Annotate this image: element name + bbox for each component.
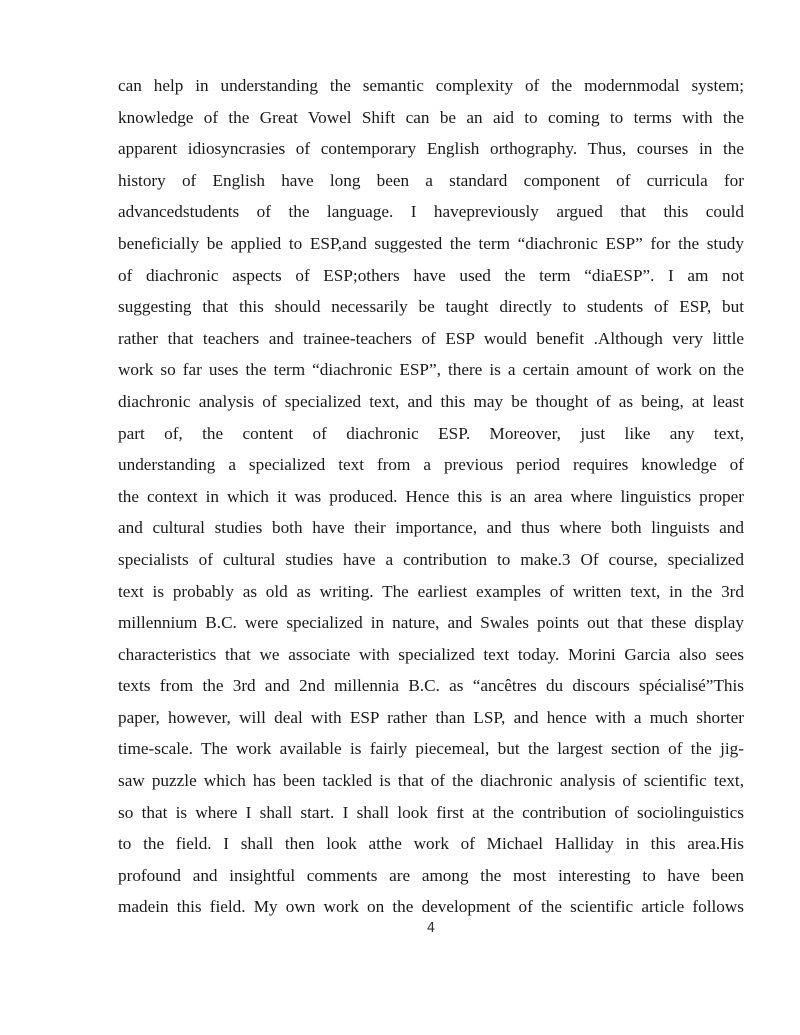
text-line: texts from the 3rd and 2nd millennia B.C. as “ancêtres du discours spécialisé”This	[118, 676, 744, 696]
text-line: understanding a specialized text from a previous period requires knowledge of	[118, 455, 744, 475]
text-line: rather that teachers and trainee-teachers of ESP would benefit .Although very little	[118, 328, 744, 348]
text-line: madein this field. My own work on the development of the scientific article follows	[118, 897, 744, 917]
text-line: can help in understanding the semantic complexity of the modernmodal system;	[118, 76, 744, 95]
text-line: apparent idiosyncrasies of contemporary English orthography. Thus, courses in the	[118, 139, 744, 159]
text-line: suggesting that this should necessarily be taught directly to students of ESP, but	[118, 297, 744, 317]
text-line: millennium B.C. were specialized in nature, and Swales points out that these display	[118, 613, 744, 633]
text-line: part of, the content of diachronic ESP. Moreover, just like any text,	[118, 423, 744, 443]
text-line: beneficially be applied to ESP,and suggested the term “diachronic ESP” for the study	[118, 233, 744, 253]
text-line: history of English have long been a standard component of curricula for	[118, 170, 744, 190]
text-line: of diachronic aspects of ESP;others have used the term “diaESP”. I am not	[118, 265, 744, 285]
text-line: paper, however, will deal with ESP rather than LSP, and hence with a much shorter	[118, 707, 744, 727]
text-line: and cultural studies both have their importance, and thus where both linguists and	[118, 518, 744, 538]
text-line: specialists of cultural studies have a contribution to make.3 Of course, specialized	[118, 549, 744, 569]
text-line: the context in which it was produced. Hence this is an area where linguistics proper	[118, 486, 744, 506]
text-line: advancedstudents of the language. I havepreviously argued that this could	[118, 202, 744, 222]
text-line: so that is where I shall start. I shall look first at the contribution of sociolinguistics	[118, 802, 744, 822]
text-line: to the field. I shall then look atthe work of Michael Halliday in this area.His	[118, 834, 744, 854]
text-line: profound and insightful comments are among the most interesting to have been	[118, 865, 744, 885]
text-line: knowledge of the Great Vowel Shift can be an aid to coming to terms with the	[118, 107, 744, 127]
text-line: text is probably as old as writing. The earliest examples of written text, in the 3rd	[118, 581, 744, 601]
text-line: time-scale. The work available is fairly piecemeal, but the largest section of the jig-	[118, 739, 744, 759]
text-line: characteristics that we associate with specialized text today. Morini Garcia also sees	[118, 644, 744, 664]
text-line: work so far uses the term “diachronic ESP”, there is a certain amount of work on the	[118, 360, 744, 380]
text-line: saw puzzle which has been tackled is that of the diachronic analysis of scientific text,	[118, 771, 744, 791]
page-number: 4	[426, 921, 436, 936]
text-line: diachronic analysis of specialized text, and this may be thought of as being, at least	[118, 391, 744, 411]
body-text	[118, 70, 744, 923]
